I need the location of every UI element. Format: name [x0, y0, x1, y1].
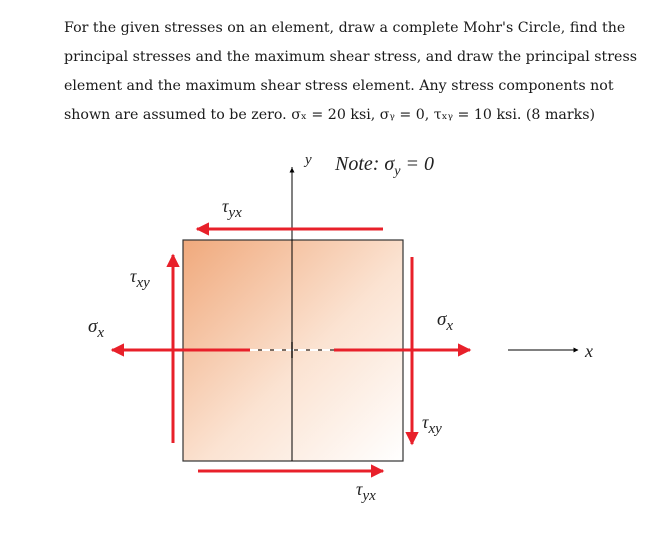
tau-yx-top-label: $\tau_{yx}$ — [222, 196, 242, 221]
note-sub: y — [394, 164, 401, 179]
y-axis-label: y — [305, 152, 312, 168]
x-axis-label: x — [585, 341, 593, 361]
sigma-x-left-label: $\sigma_x$ — [88, 316, 105, 341]
problem-text: For the given stresses on an element, draw a complete Mohr's Circle, find the principal stresses and the maximum shear stress, and draw the principal stress element and the maximum shear stress element. Any stress components not shown are assumed to be zero. σₓ = 20 ksi, σᵧ = 0, τₓᵧ = 10 ksi. (8 marks) — [64, 20, 638, 123]
note-text: Note: σ — [335, 153, 395, 175]
note-label — [334, 153, 434, 179]
sigma-x-right-label: $\sigma_x$ — [437, 309, 454, 334]
tau-yx-bottom-label: $\tau_{yx}$ — [356, 479, 376, 504]
tau-xy-right-label: $\tau_{xy}$ — [422, 412, 442, 437]
tau-xy-left-label: $\tau_{xy}$ — [130, 266, 150, 291]
note-tail: = 0 — [400, 153, 435, 175]
